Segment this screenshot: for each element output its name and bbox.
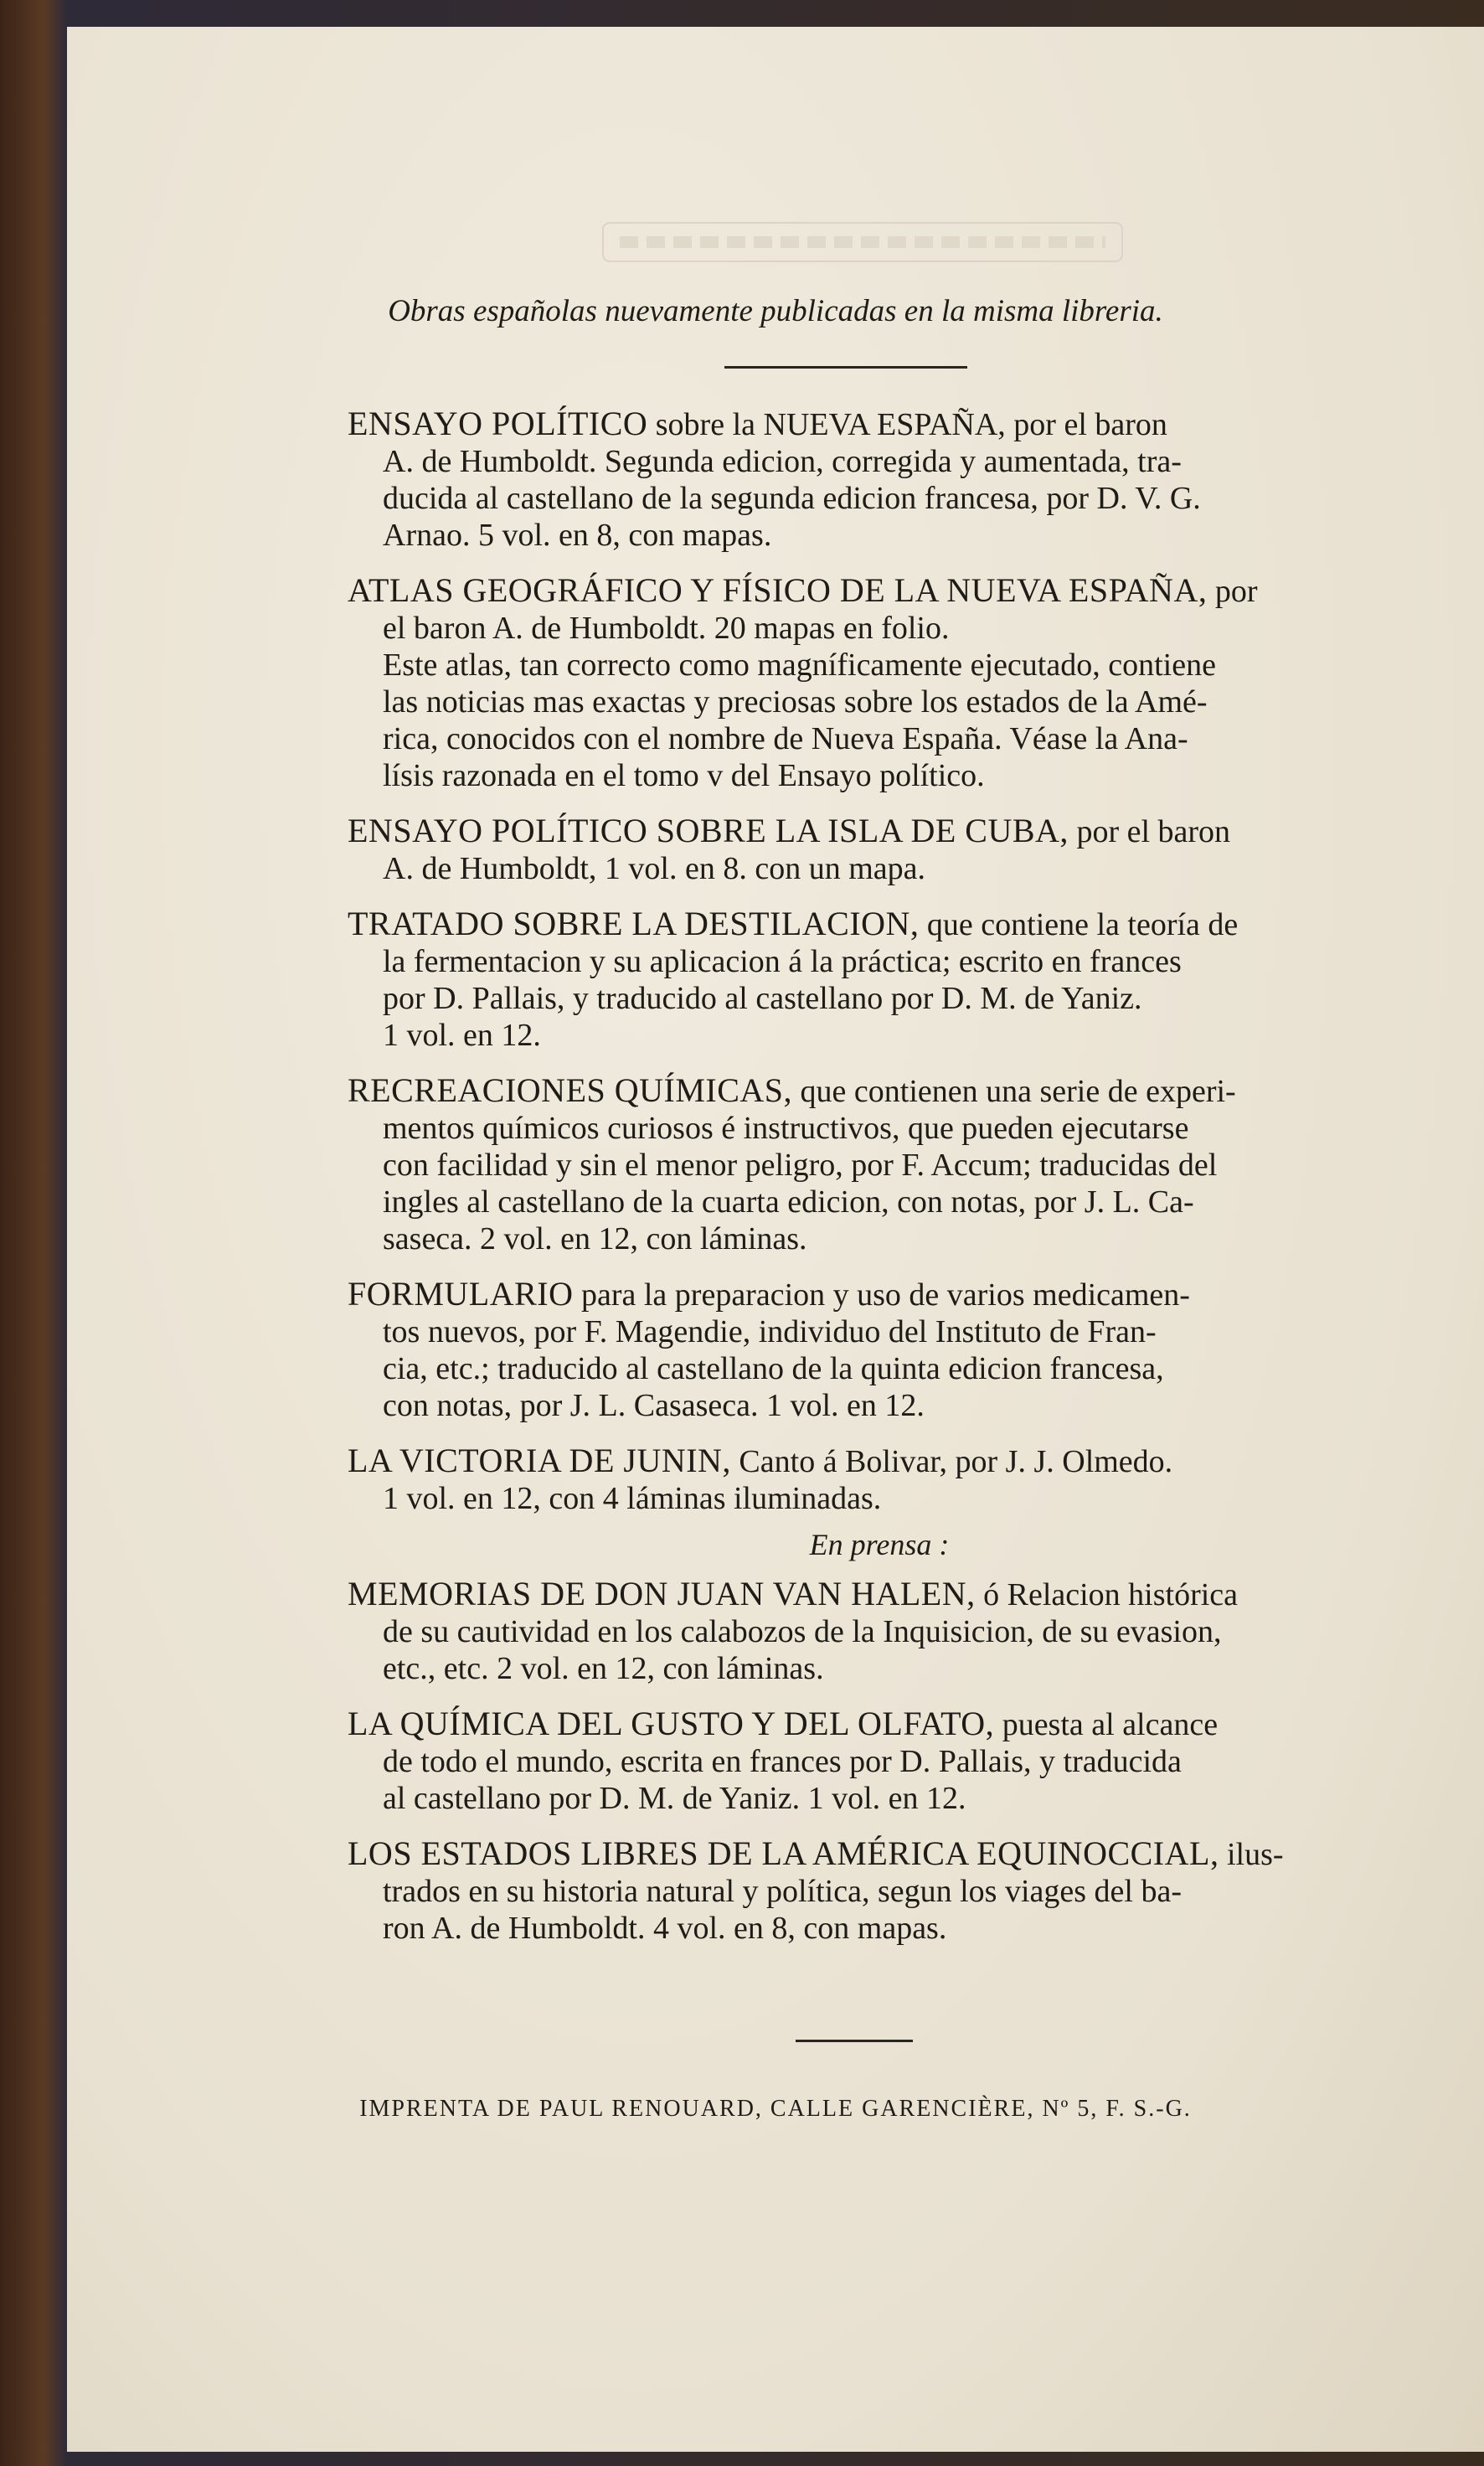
entry-first-line (348, 1705, 1411, 1743)
entry-line (348, 1110, 1411, 1147)
entry-text: la fermentacion y su aplicacion á la práctica; escrito en frances (383, 944, 1182, 979)
entry-text: 1 vol. en 12, con 4 láminas iluminadas. (383, 1481, 882, 1516)
entry-line (348, 1480, 1411, 1517)
book-entry (348, 405, 1411, 554)
entry-line (348, 1184, 1411, 1220)
book-entry (348, 813, 1411, 887)
entry-text: que contienen una serie de experi- (800, 1074, 1236, 1109)
entry-text: al castellano por D. M. de Yaniz. 1 vol. en 12. (383, 1781, 966, 1816)
entry-text: con facilidad y sin el menor peligro, por F. Accum; traducidas del (383, 1148, 1218, 1183)
entry-text: para la preparacion y uso de varios medicamen- (580, 1277, 1190, 1313)
entry-title: LA VICTORIA DE JUNIN, (348, 1442, 731, 1479)
footer-rule (796, 2040, 913, 2042)
entry-first-line (348, 813, 1411, 850)
entry-line (348, 1017, 1411, 1054)
entry-text: A. de Humboldt, 1 vol. en 8. con un mapa. (383, 851, 926, 886)
entry-line (348, 684, 1411, 720)
entry-text: ó Relacion histórica (983, 1577, 1239, 1612)
entry-text: 1 vol. en 12. (383, 1018, 541, 1053)
entry-text: por D. Pallais, y traducido al castellano por D. M. de Yaniz. (383, 981, 1142, 1016)
entry-text: lísis razonada en el tomo v del Ensayo político. (383, 758, 985, 793)
book-entry (348, 1705, 1411, 1817)
entry-text: el baron A. de Humboldt. 20 mapas en folio. (383, 611, 950, 646)
stamp-graphic (586, 213, 1139, 271)
book-entry (348, 1072, 1411, 1257)
entry-line (348, 1613, 1411, 1650)
entry-text: tos nuevos, por F. Magendie, individuo del Instituto de Fran- (383, 1314, 1157, 1349)
entry-text: saseca. 2 vol. en 12, con láminas. (383, 1221, 807, 1256)
entry-text: trados en su historia natural y política, segun los viages del ba- (383, 1874, 1182, 1909)
entry-text: A. de Humboldt. Segunda edicion, corregida y aumentada, tra- (383, 444, 1182, 479)
entry-text: sobre la NUEVA ESPAÑA, por el baron (655, 407, 1167, 442)
entry-text: ducida al castellano de la segunda edicion francesa, por D. V. G. (383, 481, 1201, 516)
entry-text: de todo el mundo, escrita en frances por D. Pallais, y traducida (383, 1744, 1182, 1779)
entry-first-line (348, 1072, 1411, 1110)
entry-line (348, 1313, 1411, 1350)
entry-line (348, 1387, 1411, 1424)
entry-text: con notas, por J. L. Casaseca. 1 vol. en 12. (383, 1388, 925, 1423)
book-entry (348, 572, 1411, 794)
entry-title: ATLAS GEOGRÁFICO Y FÍSICO DE LA NUEVA ESPAÑA, (348, 571, 1208, 609)
library-stamp (586, 213, 1139, 271)
entry-title: ENSAYO POLÍTICO SOBRE LA ISLA DE CUBA, (348, 812, 1069, 849)
book-page (67, 27, 1484, 2452)
entry-line (348, 610, 1411, 647)
forthcoming-list (348, 1576, 1411, 1947)
entry-line (348, 517, 1411, 554)
entry-line (348, 720, 1411, 757)
entry-line (348, 1220, 1411, 1257)
entry-line (348, 1350, 1411, 1387)
entry-line (348, 1650, 1411, 1687)
entry-first-line (348, 1276, 1411, 1313)
entry-line (348, 943, 1411, 980)
entry-text: que contiene la teoría de (926, 907, 1239, 942)
entry-title: MEMORIAS DE DON JUAN VAN HALEN, (348, 1575, 976, 1612)
entry-first-line (348, 1835, 1411, 1873)
page-heading: Obras españolas nuevamente publicadas en la misma libreria. (388, 294, 1163, 328)
heading-rule (724, 366, 967, 369)
entry-line (348, 1780, 1411, 1817)
entry-first-line (348, 1442, 1411, 1480)
entry-text: ilus- (1226, 1837, 1284, 1872)
entry-text: Canto á Bolivar, por J. J. Olmedo. (739, 1444, 1173, 1479)
book-list (348, 405, 1411, 1965)
book-entry (348, 1835, 1411, 1947)
entry-line (348, 1743, 1411, 1780)
entry-text: por el baron (1076, 814, 1231, 849)
en-prensa-label: En prensa : (809, 1528, 950, 1561)
entry-line (348, 1910, 1411, 1947)
book-entry (348, 1576, 1411, 1687)
entry-title: LOS ESTADOS LIBRES DE LA AMÉRICA EQUINOCCIAL, (348, 1834, 1219, 1872)
entry-first-line (348, 905, 1411, 943)
entry-title: FORMULARIO (348, 1275, 574, 1313)
entry-text: rica, conocidos con el nombre de Nueva España. Véase la Ana- (383, 721, 1188, 756)
entry-title: TRATADO SOBRE LA DESTILACION, (348, 905, 920, 942)
entry-text: puesta al alcance (1002, 1707, 1219, 1742)
published-list (348, 405, 1411, 1517)
entry-text: etc., etc. 2 vol. en 12, con láminas. (383, 1651, 824, 1686)
book-entry (348, 1442, 1411, 1517)
entry-text: las noticias mas exactas y preciosas sobre los estados de la Amé- (383, 684, 1208, 720)
entry-first-line (348, 572, 1411, 610)
entry-text: Arnao. 5 vol. en 8, con mapas. (383, 518, 772, 553)
entry-text: de su cautividad en los calabozos de la Inquisicion, de su evasion, (383, 1614, 1222, 1649)
entry-line (348, 850, 1411, 887)
entry-line (348, 757, 1411, 794)
entry-text: Este atlas, tan correcto como magníficamente ejecutado, contiene (383, 647, 1216, 683)
entry-title: LA QUÍMICA DEL GUSTO Y DEL OLFATO, (348, 1705, 995, 1742)
entry-text: cia, etc.; traducido al castellano de la quinta edicion francesa, (383, 1351, 1164, 1386)
entry-text: ingles al castellano de la cuarta edicion, con notas, por J. L. Ca- (383, 1184, 1194, 1220)
entry-line (348, 980, 1411, 1017)
entry-line (348, 647, 1411, 684)
entry-title: ENSAYO POLÍTICO (348, 405, 648, 442)
entry-first-line (348, 405, 1411, 443)
entry-text: mentos químicos curiosos é instructivos, que pueden ejecutarse (383, 1111, 1189, 1146)
entry-line (348, 443, 1411, 480)
book-entry (348, 1276, 1411, 1424)
entry-line (348, 480, 1411, 517)
book-entry (348, 905, 1411, 1054)
entry-text: ron A. de Humboldt. 4 vol. en 8, con mapas. (383, 1911, 947, 1946)
entry-first-line (348, 1576, 1411, 1613)
entry-title: RECREACIONES QUÍMICAS, (348, 1071, 793, 1109)
entry-line (348, 1873, 1411, 1910)
entry-text: por (1214, 574, 1258, 609)
printer-imprint: IMPRENTA DE PAUL RENOUARD, CALLE GARENCIÈRE, Nº 5, F. S.-G. (359, 2096, 1192, 2122)
entry-line (348, 1147, 1411, 1184)
